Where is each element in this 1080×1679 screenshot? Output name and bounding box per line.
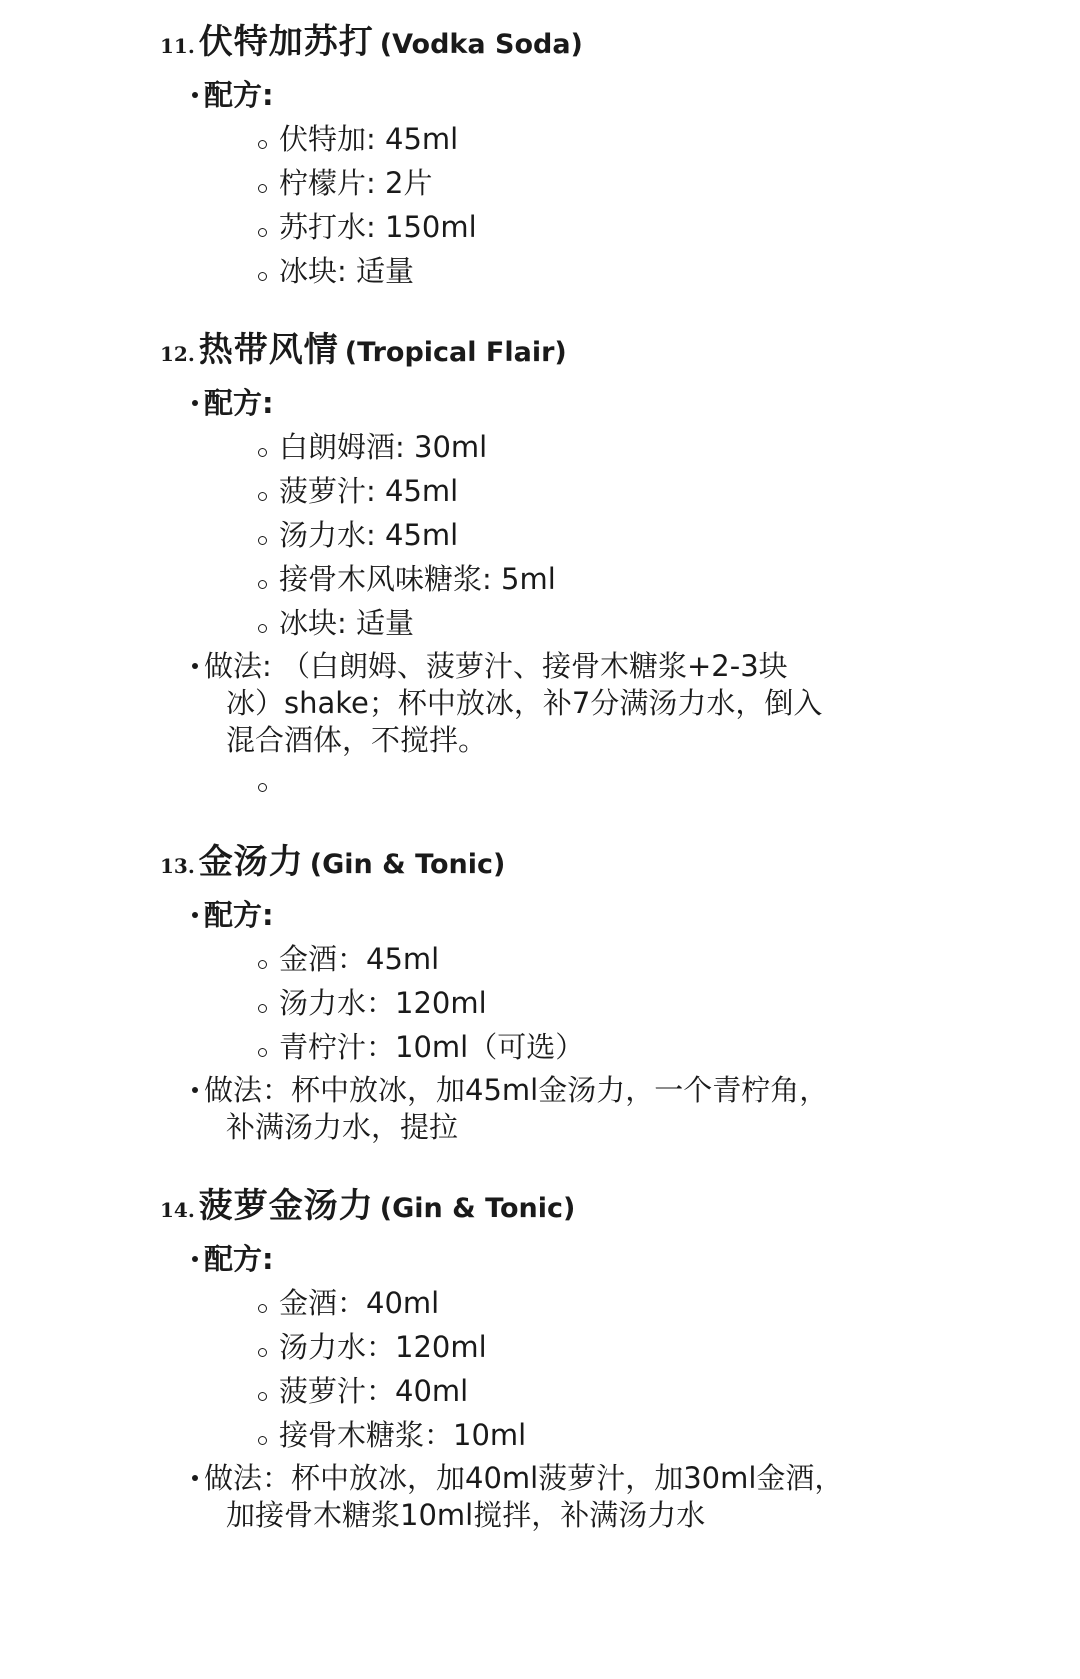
recipe-title-en: (Vodka Soda) (379, 29, 583, 60)
circle-bullet-icon (258, 1048, 267, 1057)
formula-heading (192, 76, 274, 114)
recipe-title-cn: 伏特加苏打 (198, 22, 374, 62)
circle-bullet-icon (258, 1436, 267, 1445)
recipe-title-cn: 金汤力 (198, 842, 304, 882)
ingredient-item: 菠萝汁: 45ml (258, 472, 458, 510)
bullet-icon (192, 1475, 198, 1481)
recipe-title-cn: 热带风情 (198, 330, 339, 370)
formula-heading (192, 1240, 274, 1278)
ingredient-item: 冰块: 适量 (258, 604, 414, 642)
circle-bullet-icon (258, 960, 267, 969)
ingredient-item: 苏打水: 150ml (258, 208, 477, 246)
bullet-icon (192, 1087, 198, 1093)
formula-heading (192, 896, 274, 934)
recipe-title (160, 834, 505, 894)
empty-circle-bullet-icon (258, 783, 267, 792)
recipe-title-en: (Gin & Tonic) (309, 849, 506, 880)
circle-bullet-icon (258, 624, 267, 633)
ingredient-item: 金酒：40ml (258, 1284, 439, 1322)
ingredient-item: 汤力水：120ml (258, 984, 487, 1022)
recipe-title-en: (Gin & Tonic) (379, 1193, 576, 1224)
bullet-icon (192, 1256, 198, 1262)
recipe-title (160, 14, 583, 74)
ingredient-item: 菠萝汁：40ml (258, 1372, 468, 1410)
circle-bullet-icon (258, 536, 267, 545)
recipe-title-en: (Tropical Flair) (344, 337, 567, 368)
recipe-title (160, 322, 567, 382)
bullet-icon (192, 92, 198, 98)
ingredient-item: 白朗姆酒: 30ml (258, 428, 487, 466)
bullet-icon (192, 663, 198, 669)
formula-label: 配方: (204, 1242, 274, 1276)
bullet-icon (192, 400, 198, 406)
ingredient-item: 伏特加: 45ml (258, 120, 458, 158)
circle-bullet-icon (258, 140, 267, 149)
recipe-title-cn: 菠萝金汤力 (198, 1186, 374, 1226)
circle-bullet-icon (258, 1392, 267, 1401)
circle-bullet-icon (258, 272, 267, 281)
formula-heading (192, 384, 274, 422)
circle-bullet-icon (258, 1004, 267, 1013)
circle-bullet-icon (258, 580, 267, 589)
method-text: 做法: （白朗姆、菠萝汁、接骨木糖浆+2-3块 冰）shake；杯中放冰，补7分满汤力水，倒入 混合酒体，不搅拌。 (192, 648, 872, 759)
recipe-number: 11. (160, 34, 195, 58)
recipe-number: 12. (160, 342, 195, 366)
recipe-number: 13. (160, 854, 195, 878)
ingredient-item: 接骨木糖浆：10ml (258, 1416, 526, 1454)
ingredient-item: 柠檬片: 2片 (258, 164, 432, 202)
ingredient-item: 冰块: 适量 (258, 252, 414, 290)
ingredient-item: 金酒：45ml (258, 940, 439, 978)
circle-bullet-icon (258, 1304, 267, 1313)
ingredient-item: 青柠汁：10ml（可选） (258, 1028, 584, 1066)
circle-bullet-icon (258, 228, 267, 237)
circle-bullet-icon (258, 1348, 267, 1357)
bullet-icon (192, 912, 198, 918)
formula-label: 配方: (204, 78, 274, 112)
ingredient-item: 接骨木风味糖浆: 5ml (258, 560, 556, 598)
ingredient-item: 汤力水：120ml (258, 1328, 487, 1366)
circle-bullet-icon (258, 448, 267, 457)
formula-label: 配方: (204, 898, 274, 932)
recipe-title (160, 1178, 575, 1238)
recipe-number: 14. (160, 1198, 195, 1222)
method-text: 做法：杯中放冰，加45ml金汤力，一个青柠角， 补满汤力水，提拉 (192, 1072, 872, 1146)
circle-bullet-icon (258, 492, 267, 501)
circle-bullet-icon (258, 184, 267, 193)
method-text: 做法：杯中放冰，加40ml菠萝汁，加30ml金酒， 加接骨木糖浆10ml搅拌，补满汤力水 (192, 1460, 872, 1534)
formula-label: 配方: (204, 386, 274, 420)
ingredient-item: 汤力水: 45ml (258, 516, 458, 554)
